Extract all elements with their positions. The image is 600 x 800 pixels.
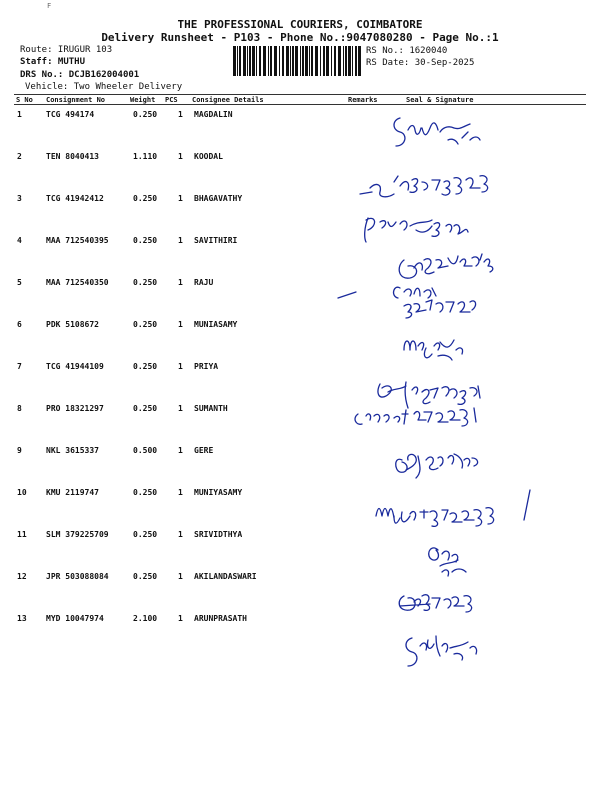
runsheet-subtitle: Delivery Runsheet - P103 - Phone No.:9047080280 - Page No.:1 <box>101 31 499 44</box>
row-consignee: MUNIYASAMY <box>194 488 243 497</box>
row-pcs: 1 <box>178 278 183 287</box>
signature-row-10 <box>376 490 530 526</box>
col-weight: Weight <box>130 96 156 104</box>
barcode-bar <box>243 46 246 76</box>
row-consignee: PRIYA <box>194 362 219 371</box>
barcode-bar <box>274 46 277 76</box>
row-pcs: 1 <box>178 530 183 539</box>
barcode-bar <box>305 46 308 76</box>
signature-row-12 <box>399 595 471 612</box>
barcode-bar <box>343 46 344 76</box>
row-consignment: MYD 10047974 <box>46 614 104 623</box>
barcode-bar <box>352 46 353 76</box>
row-consignee: SUMANTH <box>194 404 228 413</box>
col-consignment: Consignment No <box>46 96 106 104</box>
row-sno: 1 <box>17 110 22 119</box>
row-weight: 0.250 <box>133 110 158 119</box>
row-sno: 9 <box>17 446 22 455</box>
barcode-bar <box>290 46 291 76</box>
row-consignment: NKL 3615337 <box>46 446 99 455</box>
row-sno: 6 <box>17 320 22 329</box>
signature-row-7 <box>378 382 480 408</box>
row-consignment: TCG 494174 <box>46 110 95 119</box>
row-sno: 12 <box>17 572 27 581</box>
row-sno: 5 <box>17 278 22 287</box>
row-sno: 7 <box>17 362 22 371</box>
barcode-bar <box>286 46 289 76</box>
col-remarks: Remarks <box>348 96 378 104</box>
rs-date: RS Date: 30-Sep-2025 <box>366 58 475 68</box>
row-consignment: PRO 18321297 <box>46 404 104 413</box>
row-consignee: SRIVIDTHYA <box>194 530 243 539</box>
barcode-bar <box>315 46 318 76</box>
signature-row-2 <box>360 176 488 197</box>
row-consignee: ARUNPRASATH <box>194 614 247 623</box>
row-consignee: SAVITHIRI <box>194 236 238 245</box>
barcode-bar <box>259 46 261 76</box>
barcode-bar <box>309 46 310 76</box>
row-consignment: KMU 2119747 <box>46 488 99 497</box>
header-divider-top <box>14 94 586 95</box>
barcode <box>233 46 363 76</box>
row-consignment: PDK 5108672 <box>46 320 99 329</box>
row-consignee: KOODAL <box>194 152 223 161</box>
barcode-bar <box>358 46 361 76</box>
barcode-bar <box>311 46 313 76</box>
row-pcs: 1 <box>178 320 183 329</box>
barcode-bar <box>282 46 284 76</box>
row-weight: 0.250 <box>133 320 158 329</box>
row-weight: 0.250 <box>133 236 158 245</box>
barcode-bar <box>331 46 332 76</box>
row-weight: 0.250 <box>133 362 158 371</box>
row-consignment: TCG 41942412 <box>46 194 104 203</box>
row-pcs: 1 <box>178 194 183 203</box>
row-weight: 0.250 <box>133 404 158 413</box>
row-consignee: MAGDALIN <box>194 110 233 119</box>
row-sno: 10 <box>17 488 27 497</box>
row-sno: 13 <box>17 614 27 623</box>
row-pcs: 1 <box>178 488 183 497</box>
signature-row-9 <box>396 454 478 478</box>
row-consignee: MUNIASAMY <box>194 320 238 329</box>
barcode-bar <box>247 46 248 76</box>
barcode-bar <box>326 46 329 76</box>
drs-label: DRS No.: DCJB162004001 <box>20 70 140 80</box>
row-consignment: SLM 379225709 <box>46 530 109 539</box>
barcode-bar <box>302 46 304 76</box>
header-divider-bottom <box>14 104 586 105</box>
row-pcs: 1 <box>178 152 183 161</box>
row-sno: 8 <box>17 404 22 413</box>
row-consignee: AKILANDASWARI <box>194 572 257 581</box>
row-consignment: JPR 503088084 <box>46 572 109 581</box>
route-label: Route: IRUGUR 103 <box>20 45 113 55</box>
barcode-bar <box>300 46 301 76</box>
row-pcs: 1 <box>178 404 183 413</box>
barcode-bar <box>348 46 351 76</box>
row-pcs: 1 <box>178 614 183 623</box>
row-consignee: BHAGAVATHY <box>194 194 243 203</box>
signature-row-6 <box>404 340 463 360</box>
row-consignee: RAJU <box>194 278 214 287</box>
handwritten-signatures <box>330 110 590 670</box>
col-sno: S No <box>16 96 33 104</box>
signature-row-13 <box>406 636 477 666</box>
rs-number: RS No.: 1620040 <box>366 46 448 56</box>
col-pcs: PCS <box>165 96 178 104</box>
row-weight: 0.250 <box>133 530 158 539</box>
row-consignee: GERE <box>194 446 214 455</box>
barcode-bar <box>355 46 357 76</box>
row-weight: 0.500 <box>133 446 158 455</box>
row-weight: 0.250 <box>133 194 158 203</box>
barcode-bar <box>268 46 269 76</box>
signature-row-11 <box>429 548 466 576</box>
barcode-bar <box>279 46 280 76</box>
row-consignment: TCG 41944109 <box>46 362 104 371</box>
barcode-bar <box>252 46 255 76</box>
barcode-bar <box>249 46 251 76</box>
barcode-bar <box>334 46 336 76</box>
company-title: THE PROFESSIONAL COURIERS, COIMBATORE <box>177 18 423 31</box>
row-pcs: 1 <box>178 446 183 455</box>
signature-row-5 <box>338 254 493 318</box>
row-pcs: 1 <box>178 362 183 371</box>
row-consignment: TEN 8040413 <box>46 152 99 161</box>
corner-mark: F <box>47 2 52 10</box>
barcode-bar <box>263 46 266 76</box>
row-pcs: 1 <box>178 110 183 119</box>
col-seal-signature: Seal & Signature <box>406 96 474 104</box>
vehicle-label: Vehicle: Two Wheeler Delivery <box>25 82 183 92</box>
barcode-bar <box>338 46 341 76</box>
staff-label: Staff: MUTHU <box>20 57 86 67</box>
barcode-bar <box>295 46 298 76</box>
row-weight: 0.250 <box>133 278 158 287</box>
barcode-bar <box>323 46 325 76</box>
barcode-bar <box>270 46 272 76</box>
barcode-bar <box>292 46 294 76</box>
barcode-bar <box>239 46 241 76</box>
row-sno: 2 <box>17 152 22 161</box>
signature-row-8 <box>355 408 476 426</box>
barcode-bar <box>237 46 238 76</box>
row-pcs: 1 <box>178 572 183 581</box>
signature-row-4 <box>365 218 468 242</box>
row-sno: 4 <box>17 236 22 245</box>
barcode-bar <box>320 46 321 76</box>
row-sno: 11 <box>17 530 27 539</box>
row-pcs: 1 <box>178 236 183 245</box>
row-sno: 3 <box>17 194 22 203</box>
row-weight: 1.110 <box>133 152 158 161</box>
barcode-bar <box>233 46 236 76</box>
row-weight: 0.250 <box>133 488 158 497</box>
row-weight: 2.100 <box>133 614 158 623</box>
signature-row-1 <box>394 118 480 146</box>
row-consignment: MAA 712540395 <box>46 236 109 245</box>
barcode-bar <box>256 46 257 76</box>
row-weight: 0.250 <box>133 572 158 581</box>
row-consignment: MAA 712540350 <box>46 278 109 287</box>
col-consignee: Consignee Details <box>192 96 264 104</box>
barcode-bar <box>345 46 347 76</box>
